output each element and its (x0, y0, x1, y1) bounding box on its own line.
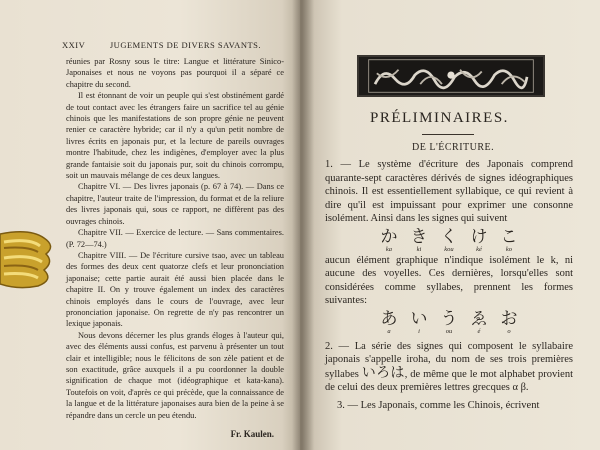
kana-glyph: く (440, 226, 458, 247)
paragraph-1-continued: aucun élément graphique n'indique isolément le k, ni aucune des voyelles. Ces dernières, lorsqu'elles sont considérées comme syllabes, prennent les formes suivantes: (325, 254, 573, 306)
iroha-glyphs: いろは (361, 364, 405, 381)
kana-row-ka (325, 228, 573, 254)
kana-character (378, 310, 400, 336)
kana-glyph: か (380, 226, 398, 247)
kana-glyph: き (410, 226, 428, 247)
left-body-text (66, 56, 284, 440)
kana-character (438, 310, 460, 336)
paragraph: Nous devons décerner les plus grands éloges à l'auteur qui, avec des éléments aussi confus, est parvenu à présenter un tout clair et intelligible; nous le félicitons de son zèle patient et de son exactitude, grâce auxquels il a pu coordonner la double signification de chaque mot (idéographique et kata-kana). Toutefois on voit, d'après ce qui précède, que la connaissance de la langue et de la littérature japonaises aura bien de la peine à se répandre dans un cercle un peu étendu. (66, 330, 284, 420)
chapter-title: PRÉLIMINAIRES. (370, 110, 509, 126)
chapter-viii-paragraph: Chapitre VIII. — De l'écriture cursive tsao, avec un tableau des formes des deux cent quatorze clefs et leur prononciation japonaise; cette partie aurait été aussi bien placée dans le chapitre II. On y trouve également un index des caractères chinois employés dans le cours de l'ouvrage, avec leur prononciation japonaise. On regrette de n'y pas rencontrer un lexique japonais. (66, 250, 284, 329)
kana-romanization: i (418, 327, 420, 335)
kana-romanization: o (507, 327, 511, 335)
ornamental-banner (357, 55, 545, 97)
paragraph: réunies par Rosny sous le titre: Langue et littérature Sinico-Japonaises et nous ne voyons pas pourquoi il a séparé ce chapitre du second. (66, 57, 284, 89)
paragraph-2 (325, 340, 573, 395)
gold-binder-clip-icon (0, 228, 56, 290)
kana-character (468, 228, 490, 254)
kana-character (408, 228, 430, 254)
kana-romanization: é (477, 327, 481, 335)
book-gutter (292, 0, 314, 450)
paragraph-2-text: 2. — La série des signes qui composent le syllabaire japonais s'appelle iroha, du nom de ses trois premières syllabes (325, 340, 573, 380)
kana-romanization: ou (445, 327, 453, 335)
section-heading: DE L'ÉCRITURE. (412, 142, 495, 153)
signature: Fr. Kaulen. (230, 429, 274, 439)
page-number: XXIV (62, 40, 86, 50)
kana-glyph: お (500, 308, 518, 329)
kana-glyph: う (440, 308, 458, 329)
running-head (62, 40, 261, 50)
title-rule (422, 134, 474, 135)
chapter-vi-paragraph: Chapitre VI. — Des livres japonais (p. 67 à 74). — Dans ce chapitre, l'auteur traite de l'impression, du format et de la reliure des livres japonais qui, sous ce rapport, ne diffèrent pas des ouvrages chinois. (66, 182, 284, 226)
kana-glyph: こ (500, 226, 518, 247)
kana-romanization: kou (444, 245, 454, 253)
kana-row-vowels (325, 310, 573, 336)
kana-character (498, 228, 520, 254)
kana-romanization: ki (416, 245, 422, 253)
paragraph-3: 3. — Les Japonais, comme les Chinois, écrivent (337, 399, 540, 411)
kana-glyph: ゑ (470, 308, 488, 329)
kana-romanization: ké (476, 245, 482, 253)
kana-character (438, 228, 460, 254)
kana-character (378, 228, 400, 254)
kana-romanization: ko (505, 245, 513, 253)
kana-romanization: ka (385, 245, 393, 253)
kana-romanization: a (387, 327, 391, 335)
kana-character (468, 310, 490, 336)
chapter-vii-paragraph: Chapitre VII. — Exercice de lecture. — Sans commentaires. (P. 72—74.) (66, 228, 284, 249)
paragraph: Il est étonnant de voir un peuple qui s'est obstinément gardé de tout contact avec les étrangers faire un sacrifice tel au génie chinois que les manifestations de son propre génie ne peuvent renier ce caractère hybride; car il n'y a qu'un petit nombre de livres écrits en japonais pur, et la lecture de pareils ouvrages montre l'habitude, chez les indigènes, d'employer avec la plus grande fantaisie soit du japonais pur, soit du chinois corrompu, soit un mauvais mélange de ces deux langues. (66, 91, 284, 181)
right-body-text (325, 158, 573, 412)
kana-glyph: あ (380, 308, 398, 329)
paragraph-1: 1. — Le système d'écriture des Japonais comprend quarante-sept caractères dérivés de signes idéographiques chinois. Il est essentiellement syllabique, ce qui revient à dire qu'il est impuissant pour exprimer une consonne isolément. Ainsi dans les signes qui suivent (325, 159, 573, 224)
kana-character (408, 310, 430, 336)
running-head-title: JUGEMENTS DE DIVERS SAVANTS. (109, 40, 261, 50)
paragraph-2-text-end: , de même que le mot alphabet provient de celui des deux premières lettres grecques α β. (325, 368, 574, 393)
kana-glyph: け (470, 226, 488, 247)
kana-character (498, 310, 520, 336)
kana-glyph: い (410, 308, 428, 329)
